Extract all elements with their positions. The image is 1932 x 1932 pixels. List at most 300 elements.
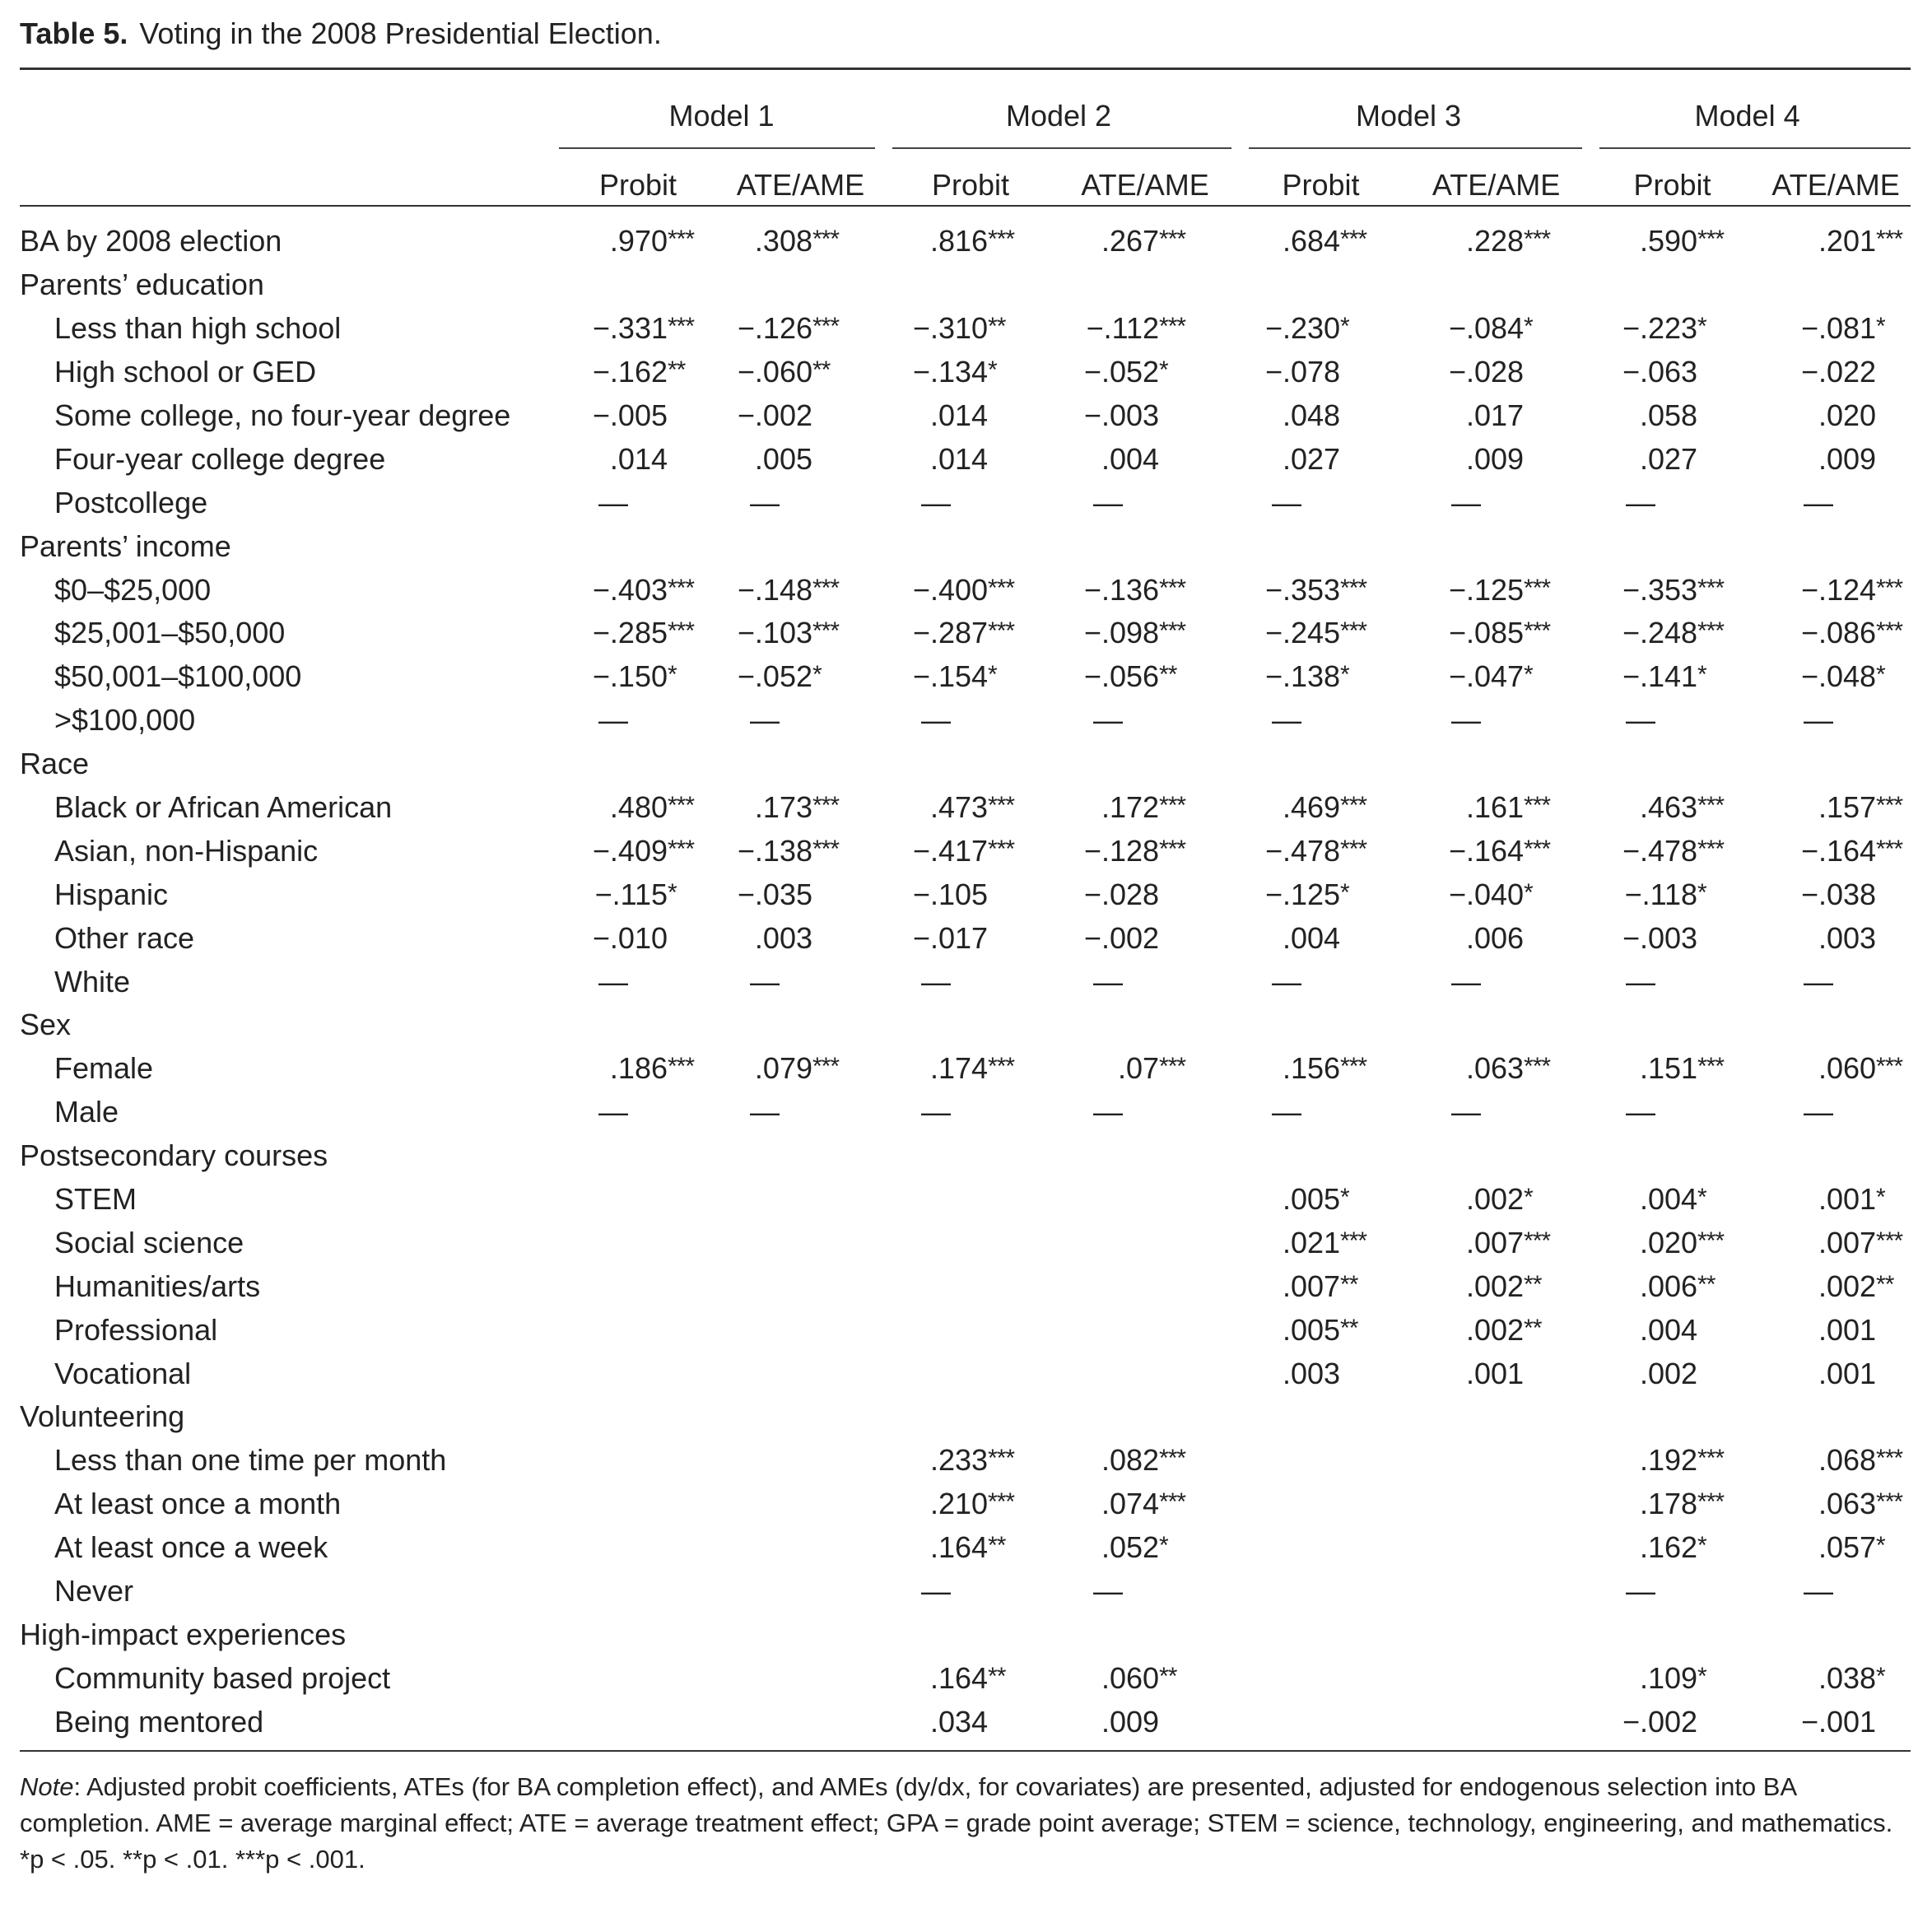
cell-value: — [750,964,780,999]
table-cell [1584,220,1761,263]
row-label: Humanities/arts [54,1269,261,1303]
table-cell [717,1613,884,1657]
cell-value: — [1272,485,1302,519]
table-row [20,612,1911,655]
table-row [20,1656,1911,1700]
significance-stars: ** [1159,1662,1177,1690]
significance-stars: ** [1697,1270,1716,1298]
table-cell [884,1091,1057,1134]
table-cell [1233,1352,1408,1395]
cell-value: −.128 [1083,833,1160,868]
table-cell [1584,568,1761,612]
table-cell [1408,1526,1584,1570]
cell-value: −.063 [1622,355,1698,389]
significance-stars: *** [1876,792,1903,820]
table-cell [559,786,717,830]
table-cell [1057,1091,1233,1134]
significance-stars: ** [1524,1314,1542,1342]
cell-value: .002 [1465,1269,1525,1303]
table-cell [1408,1003,1584,1047]
table-cell [1233,1134,1408,1178]
table-cell [1761,1395,1911,1439]
cell-value: .079 [754,1051,812,1086]
table-cell [1057,655,1233,699]
cell-value: .014 [929,441,989,476]
cell-value: −.028 [1083,877,1160,911]
table-row [20,307,1911,351]
table-cell [1057,1003,1233,1047]
cell-value: −.105 [912,877,989,911]
table-cell [1057,829,1233,873]
significance-stars: *** [988,617,1015,645]
table-cell [884,743,1057,786]
table-cell [1761,699,1911,743]
significance-stars: * [1876,1662,1885,1690]
significance-stars: *** [1697,835,1725,863]
cell-value: .074 [1101,1487,1160,1521]
cell-value: −.002 [737,398,812,432]
table-cell [884,1570,1057,1613]
cell-value: — [750,703,780,738]
cell-value: −.353 [1622,572,1698,607]
significance-stars: * [1876,1532,1885,1560]
table-cell [717,1221,884,1264]
row-label: Asian, non-Hispanic [54,833,319,868]
table-cell [884,437,1057,481]
significance-stars: ** [1876,1270,1894,1298]
significance-stars: *** [1524,1053,1551,1081]
cell-value: — [1093,703,1124,738]
table-cell [717,220,884,263]
significance-stars: * [1340,1184,1349,1212]
table-cell [1761,307,1911,351]
table-cell [1584,960,1761,1003]
table-cell [559,1700,717,1743]
cell-value: .164 [929,1660,989,1695]
significance-stars: * [1697,1662,1706,1690]
table-cell [1057,1439,1233,1483]
cell-value: — [598,1095,628,1129]
cell-value: −.162 [592,355,668,389]
cell-value: — [1804,1095,1834,1129]
table-cell [1057,916,1233,960]
table-note [20,1769,1911,1878]
table-cell [884,1439,1057,1483]
significance-stars: *** [1876,1227,1903,1255]
cell-value: — [750,485,780,519]
table-cell [1408,1047,1584,1091]
table-cell [1584,481,1761,524]
table-cell [1233,1656,1408,1700]
table-cell [717,1439,884,1483]
cell-value: — [1272,964,1302,999]
table-cell [884,1221,1057,1264]
significance-stars: *** [1159,574,1186,602]
table-cell [1584,1483,1761,1526]
cell-value: −.478 [1264,833,1341,868]
col-header-probit: Probit [931,168,1010,202]
table-cell [1761,351,1911,394]
table-cell [1233,699,1408,743]
cell-value: −.125 [1264,877,1341,911]
table-cell [1057,1526,1233,1570]
cell-value: .068 [1818,1443,1877,1478]
table-cell [717,568,884,612]
table-cell [1057,1570,1233,1613]
table-cell [1584,307,1761,351]
cell-value: −.245 [1264,616,1341,650]
table-cell [1233,1178,1408,1222]
significance-stars: * [668,878,677,906]
cell-value: .174 [929,1051,989,1086]
significance-stars: * [1697,1532,1706,1560]
table-cell [884,263,1057,307]
cell-value: .233 [929,1443,989,1478]
table-cell [559,481,717,524]
cell-value: .002 [1465,1182,1525,1217]
cell-value: .002 [1639,1356,1698,1390]
table-cell [1584,263,1761,307]
group-label: Volunteering [20,1399,185,1434]
cell-value: −.052 [1083,355,1160,389]
significance-stars: *** [1697,792,1725,820]
cell-value: −.038 [1800,877,1877,911]
significance-stars: * [988,661,997,689]
table-cell [884,481,1057,524]
table-cell [1761,1570,1911,1613]
significance-stars: *** [1876,1445,1903,1473]
table-cell [1233,1308,1408,1352]
cell-value: −.040 [1448,877,1525,911]
cell-value: .001 [1818,1182,1877,1217]
table-cell [1408,612,1584,655]
table-cell [1233,916,1408,960]
cell-value: — [598,964,628,999]
cell-value: .192 [1639,1443,1698,1478]
cell-value: .210 [929,1487,989,1521]
row-label: Community based project [54,1660,391,1695]
significance-stars: *** [1159,1488,1186,1516]
significance-stars: *** [812,835,840,863]
table-cell [1057,1178,1233,1222]
cell-value: — [1451,964,1482,999]
cell-value: .178 [1639,1487,1698,1521]
significance-stars: *** [1159,313,1186,341]
table-cell [1057,1700,1233,1743]
cell-value: .027 [1639,441,1698,476]
cell-value: .469 [1282,790,1341,825]
significance-stars: * [1524,313,1533,341]
table-row [20,1352,1911,1395]
cell-value: .009 [1465,441,1525,476]
cell-value: .590 [1639,224,1698,258]
row-label: Less than one time per month [54,1443,447,1478]
table-cell [1584,786,1761,830]
table-cell [717,916,884,960]
cell-value: .006 [1465,920,1525,955]
significance-stars: *** [1697,574,1725,602]
table-cell [1233,873,1408,916]
table-cell [1057,1221,1233,1264]
table-cell [1233,743,1408,786]
cell-value: .004 [1101,441,1160,476]
table-cell [1761,1178,1911,1222]
table-cell [559,1613,717,1657]
table-cell [1408,481,1584,524]
table-cell [559,1308,717,1352]
table-cell [1761,829,1911,873]
table-cell [1761,655,1911,699]
significance-stars: *** [1524,835,1551,863]
table-cell [1584,612,1761,655]
table-cell [1408,568,1584,612]
table-cell [717,829,884,873]
regression-table [20,81,1911,1743]
cell-value: −.086 [1800,616,1877,650]
significance-stars: * [1876,661,1885,689]
table-cell [1761,1439,1911,1483]
table-cell [1761,1700,1911,1743]
table-row [20,351,1911,394]
table-cell [717,1483,884,1526]
cell-value: .162 [1639,1530,1698,1565]
table-cell [717,1308,884,1352]
table-cell [1057,1483,1233,1526]
table-cell [717,1264,884,1308]
cell-value: .060 [1101,1660,1160,1695]
table-cell [717,655,884,699]
cell-value: .001 [1818,1312,1877,1347]
cell-value: −.136 [1083,572,1160,607]
table-cell [1408,1091,1584,1134]
note-label: Note [20,1772,74,1801]
table-cell [559,568,717,612]
table-cell [717,437,884,481]
cell-value: — [1804,703,1834,738]
table-cell [1057,481,1233,524]
table-cell [1761,916,1911,960]
table-row [20,220,1911,263]
table-cell [1584,437,1761,481]
significance-stars: * [1876,1184,1885,1212]
top-rule [20,68,1911,70]
table-cell [884,960,1057,1003]
cell-value: — [921,964,952,999]
significance-stars: *** [1340,226,1367,254]
table-cell [1408,263,1584,307]
table-cell [1408,916,1584,960]
cell-value: — [1804,1574,1834,1608]
table-cell [1233,612,1408,655]
cell-value: — [1626,485,1656,519]
significance-stars: *** [668,313,695,341]
table-cell [559,655,717,699]
table-cell [884,1526,1057,1570]
table-cell [1761,524,1911,568]
significance-stars: *** [1159,792,1186,820]
table-cell [1057,1134,1233,1178]
table-cell [884,699,1057,743]
table-cell [559,1656,717,1700]
cell-value: .063 [1818,1487,1877,1521]
significance-stars: *** [812,792,840,820]
table-cell [1408,351,1584,394]
cell-value: .007 [1818,1225,1877,1259]
table-cell [1408,1570,1584,1613]
table-cell [1233,960,1408,1003]
significance-stars: ** [1524,1270,1542,1298]
row-label: Male [54,1095,119,1129]
table-cell [1761,960,1911,1003]
significance-stars: ** [988,1532,1006,1560]
table-cell [1408,873,1584,916]
cell-value: −.056 [1083,659,1160,694]
table-cell [1408,1178,1584,1222]
table-cell [1761,1526,1911,1570]
table-cell [1233,263,1408,307]
table-cell [717,786,884,830]
model-1-header: Model 1 [668,99,775,133]
significance-stars: *** [668,835,695,863]
cell-value: — [921,703,952,738]
significance-stars: *** [1876,617,1903,645]
table-cell [1584,524,1761,568]
table-cell [1057,960,1233,1003]
table-cell [1584,1395,1761,1439]
table-cell [559,524,717,568]
table-row [20,1700,1911,1743]
table-cell [884,1613,1057,1657]
significance-stars: * [988,356,997,384]
cell-value: −.052 [737,659,812,694]
table-cell [1584,829,1761,873]
significance-stars: * [1340,878,1349,906]
cell-value: −.310 [912,311,989,346]
table-cell [559,873,717,916]
table-cell [1584,1134,1761,1178]
cell-value: .004 [1282,920,1341,955]
cell-value: .267 [1101,224,1160,258]
cell-value: .007 [1465,1225,1525,1259]
table-cell [884,873,1057,916]
table-cell [559,1526,717,1570]
table-cell [559,1178,717,1222]
cell-value: −.331 [592,311,668,346]
table-cell [1408,699,1584,743]
table-row [20,394,1911,438]
significance-stars: * [1524,661,1533,689]
cell-value: .161 [1465,790,1525,825]
significance-stars: *** [1524,574,1551,602]
table-cell [717,1352,884,1395]
note-paragraph [20,1769,1911,1841]
table-cell [559,1264,717,1308]
table-cell [1057,568,1233,612]
cell-value: .109 [1639,1660,1698,1695]
table-cell [559,437,717,481]
significance-stars: *** [668,792,695,820]
table-cell [884,655,1057,699]
table-cell [1584,1003,1761,1047]
cell-value: −.400 [912,572,989,607]
table-cell [1408,220,1584,263]
significance-stars: *** [988,1053,1015,1081]
table-row [20,873,1911,916]
significance-stars: * [1524,1184,1533,1212]
table-cell [717,1656,884,1700]
cell-value: .463 [1639,790,1698,825]
group-label: Race [20,747,90,781]
table-cell [559,1483,717,1526]
table-cell [559,829,717,873]
cell-value: .009 [1101,1704,1160,1739]
cell-value: −.078 [1264,355,1341,389]
cell-value: — [1451,703,1482,738]
significance-stars: *** [668,574,695,602]
significance-stars: *** [1876,1488,1903,1516]
table-cell [717,612,884,655]
table-cell [1584,916,1761,960]
table-cell [717,873,884,916]
table-cell [1057,612,1233,655]
table-cell [1057,743,1233,786]
table-group-row [20,263,1911,307]
table-cell [884,612,1057,655]
table-cell [884,524,1057,568]
cell-value: −.230 [1264,311,1341,346]
cell-value: −.164 [1448,833,1525,868]
cell-value: −.403 [592,572,668,607]
table-caption [20,12,1911,56]
cell-value: .009 [1818,441,1877,476]
cell-value: −.124 [1800,572,1877,607]
cell-value: .007 [1282,1269,1341,1303]
significance-stars: *** [988,835,1015,863]
significance-stars: ** [1340,1314,1358,1342]
cell-value: −.028 [1448,355,1525,389]
cell-value: −.022 [1800,355,1877,389]
table-row [20,1178,1911,1222]
significance-stars: * [1697,878,1706,906]
table-cell [1233,307,1408,351]
significance-stars: ** [988,313,1006,341]
table-cell [717,1047,884,1091]
table-cell [1761,1613,1911,1657]
table-cell [884,1134,1057,1178]
table-cell [1408,1483,1584,1526]
table-cell [1408,1395,1584,1439]
cell-value: .063 [1465,1051,1525,1086]
row-label: Being mentored [54,1704,264,1739]
table-cell [1057,1047,1233,1091]
table-cell [1761,612,1911,655]
table-cell [1057,786,1233,830]
table-cell [1057,263,1233,307]
group-label: Postsecondary courses [20,1138,328,1173]
table-cell [1761,1352,1911,1395]
cell-value: .020 [1818,398,1877,432]
table-cell [1057,1264,1233,1308]
row-label: $50,001–$100,000 [54,659,302,694]
table-cell [1057,351,1233,394]
cell-value: — [1272,1095,1302,1129]
table-cell [559,1091,717,1134]
model-3-header: Model 3 [1356,99,1462,133]
table-label: Table 5. [20,16,128,50]
table-cell [1233,1047,1408,1091]
significance-stars: ** [988,1662,1006,1690]
col-header-ate-ame: ATE/AME [1771,168,1900,202]
